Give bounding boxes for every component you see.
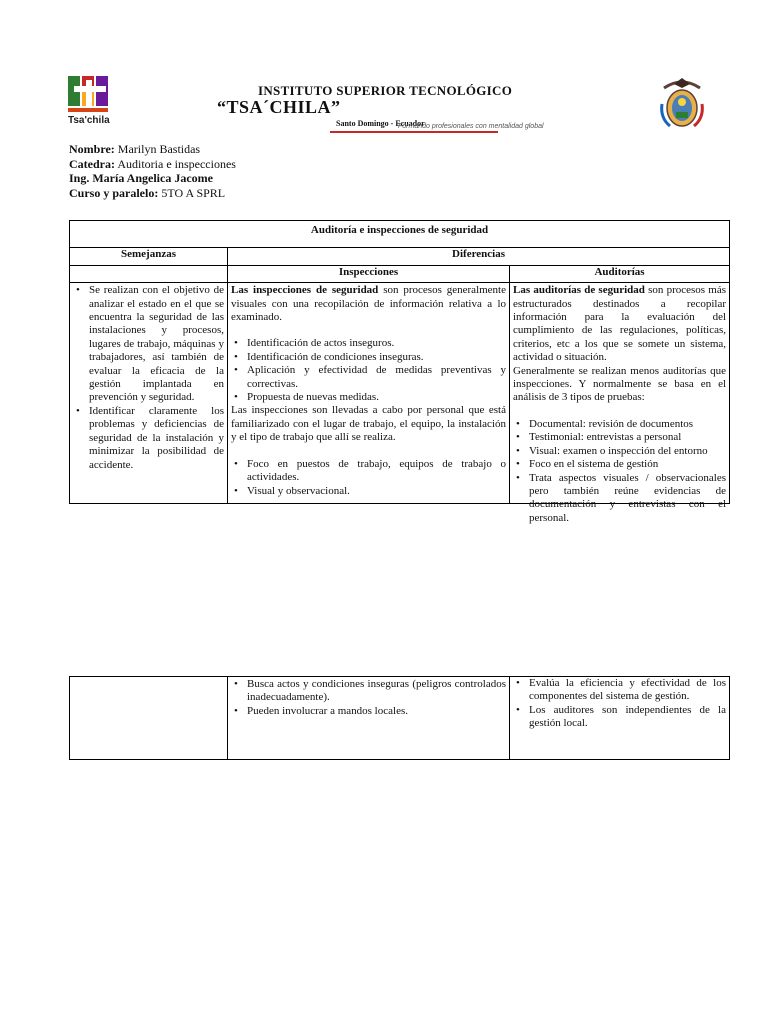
list-item: • Trata aspectos visuales / observacionales pero también reúne evidencias de documentación y entrevistas con el personal. <box>513 472 726 526</box>
institution-location: Santo Domingo - Ecuador <box>336 119 425 128</box>
header-similarities: Semejanzas <box>70 248 228 265</box>
list-item: • Pueden involucrar a mandos locales. <box>231 705 506 718</box>
table-caption: Auditoría e inspecciones de seguridad <box>70 221 730 248</box>
list-item: • Propuesta de nuevas medidas. <box>231 391 506 404</box>
institution-name: “TSA´CHILA” <box>217 97 341 117</box>
inspections-focus-list <box>231 458 506 498</box>
list-item: • Identificación de condiciones inseguras. <box>231 351 506 364</box>
institution-type: INSTITUTO SUPERIOR TECNOLÓGICO <box>258 83 513 98</box>
inspections-intro <box>231 284 506 324</box>
audits-cell <box>510 283 730 524</box>
list-item: • Aplicación y efectividad de medidas preventivas y correctivas. <box>231 364 506 391</box>
header-audits: Auditorías <box>510 265 730 282</box>
list-item: • Los auditores son independientes de la gestión local. <box>513 704 726 731</box>
comparison-table-continued <box>69 676 730 760</box>
list-item: • Se realizan con el objetivo de analizar el estado en el que se encuentra la seguridad de las instalaciones y procesos, lugares de trabajo, máquinas y trabajadores, así también de evaluar la eficacia de la gestión implantada en prevención y seguridad. <box>73 284 224 405</box>
similarities-list <box>73 284 224 472</box>
list-item: • Identificar claramente los problemas y deficiencias de seguridad de la instalación y minimizar la posibilidad de accidente. <box>73 405 224 472</box>
audits-paragraph: Generalmente se realizan menos auditorías que inspecciones. Y normalmente se basa en el análisis de 3 tipos de pruebas: <box>513 364 727 404</box>
list-item: • Foco en el sistema de gestión <box>513 458 726 471</box>
inspections-paragraph: Las inspecciones son llevadas a cabo por personal que está familiarizado con el lugar de trabajo, el equipo, la instalación y el tipo de trabajo que allí se realiza. <box>231 404 506 444</box>
ecuador-seal <box>658 74 706 130</box>
course-line <box>69 186 236 201</box>
chair-label: Catedra: <box>69 156 115 171</box>
institution-slogan: Formando profesionales con mentalidad global <box>398 123 544 130</box>
similarities-cell <box>70 283 228 504</box>
name-line <box>69 142 236 157</box>
list-item: • Testimonial: entrevistas a personal <box>513 431 726 444</box>
chair-value: Auditoria e inspecciones <box>114 156 236 171</box>
similarities-cell-continued <box>70 677 228 760</box>
course-label: Curso y paralelo: <box>69 185 159 200</box>
header-empty <box>70 265 228 282</box>
audits-list-continued <box>513 677 726 731</box>
name-value: Marilyn Bastidas <box>114 142 201 156</box>
teacher-line <box>69 171 236 186</box>
logo-caption: Tsa'chila <box>68 115 110 126</box>
list-item: • Documental: revisión de documentos <box>513 418 726 431</box>
header-differences: Diferencias <box>228 248 730 265</box>
inspections-focus-list-continued <box>231 678 506 718</box>
student-info <box>69 142 236 200</box>
coat-of-arms-icon <box>658 74 706 130</box>
audits-term: Las auditorías de seguridad <box>513 284 645 297</box>
institute-logo-icon <box>64 72 118 118</box>
audits-list <box>513 418 726 525</box>
inspections-cell <box>228 283 510 504</box>
course-value: 5TO A SPRL <box>158 185 226 200</box>
inspections-definition: son procesos generalmente visuales con una recopilación de información relativa a lo examinado. <box>231 284 506 324</box>
name-label: Nombre: <box>69 142 115 156</box>
comparison-table <box>69 220 730 524</box>
list-item: • Evalúa la eficiencia y efectividad de los componentes del sistema de gestión. <box>513 677 726 704</box>
inspections-list <box>231 337 506 404</box>
teacher-name: Ing. María Angelica Jacome <box>69 171 213 185</box>
inspections-term: Las inspecciones de seguridad <box>231 284 379 297</box>
audits-intro <box>513 284 726 364</box>
inspections-cell-continued <box>228 677 510 760</box>
audits-definition: son procesos más estructurados destinados a recopilar información para la evaluación del cumplimiento de las regulaciones, políticas, criterios, etc a los que se somete un sistema, actividad o situación. <box>513 284 727 364</box>
chair-line <box>69 157 236 172</box>
list-item: • Visual: examen o inspección del entorno <box>513 445 726 458</box>
header-inspections: Inspecciones <box>228 265 510 282</box>
list-item: • Identificación de actos inseguros. <box>231 337 506 350</box>
header-divider <box>330 131 498 133</box>
audits-cell-continued <box>510 677 730 760</box>
list-item: • Foco en puestos de trabajo, equipos de trabajo o actividades. <box>231 458 506 485</box>
list-item: • Busca actos y condiciones inseguras (peligros controlados inadecuadamente). <box>231 678 506 705</box>
list-item: • Visual y observacional. <box>231 485 506 498</box>
